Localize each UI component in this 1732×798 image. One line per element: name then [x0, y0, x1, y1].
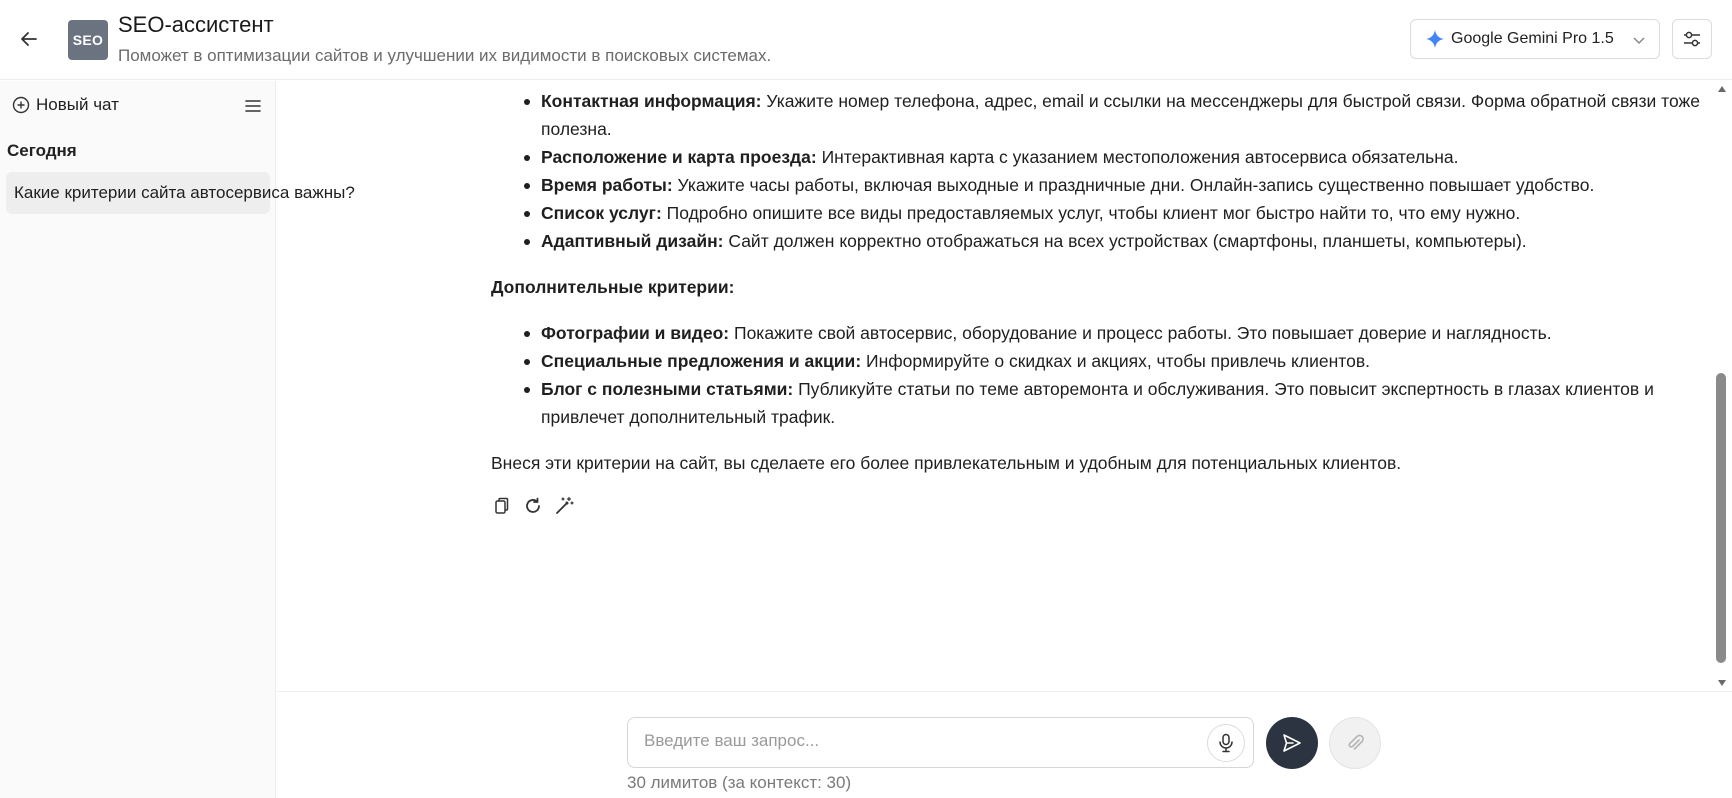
list-item: [541, 347, 1721, 375]
copy-icon: [494, 497, 510, 515]
additional-criteria-list: [491, 319, 1721, 431]
chat-item-title: Какие критерии сайта автосервиса важны?: [14, 183, 355, 202]
scroll-up-icon[interactable]: [1717, 85, 1727, 93]
list-item: [541, 87, 1721, 143]
refresh-icon: [523, 496, 543, 516]
list-item-text: Публикуйте статьи по теме авторемонта и обслуживания. Это повысит экспертность в глазах клиентов и привлечет дополнительный трафик.: [541, 379, 1654, 427]
sliders-icon: [1681, 28, 1703, 50]
send-button[interactable]: [1266, 717, 1318, 769]
settings-button[interactable]: [1672, 19, 1712, 59]
gemini-sparkle-icon: [1425, 29, 1445, 49]
scrollbar-thumb[interactable]: [1716, 373, 1726, 663]
new-chat-label: Новый чат: [36, 95, 119, 114]
scroll-down-icon[interactable]: [1717, 679, 1727, 687]
list-item-text: Сайт должен корректно отображаться на всех устройствах (смартфоны, планшеты, компьютеры).: [723, 231, 1527, 251]
voice-input-button[interactable]: [1207, 724, 1245, 762]
prompt-input[interactable]: [644, 731, 1184, 751]
list-item-text: Укажите часы работы, включая выходные и праздничные дни. Онлайн-запись существенно повышает удобство.: [672, 175, 1595, 195]
chat-list-item[interactable]: [6, 172, 355, 214]
chat-messages: [277, 81, 1712, 691]
list-item: [541, 143, 1721, 171]
criteria-list: [491, 87, 1721, 255]
composer: [277, 691, 1732, 798]
microphone-icon: [1217, 733, 1235, 753]
regenerate-button[interactable]: [522, 495, 544, 517]
page-subtitle: Поможет в оптимизации сайтов и улучшении их видимости в поисковых системах.: [118, 46, 772, 65]
header: [0, 0, 1732, 80]
conclusion-text: Внеся эти критерии на сайт, вы сделаете его более привлекательным и удобным для потенциальных клиентов.: [491, 453, 1402, 473]
list-item-title: Специальные предложения и акции:: [541, 351, 862, 371]
magic-wand-icon: [554, 496, 574, 516]
new-chat-button[interactable]: [12, 95, 119, 115]
list-item-title: Фотографии и видео:: [541, 323, 730, 343]
list-item: [541, 375, 1721, 431]
back-button[interactable]: [16, 26, 42, 52]
attach-button[interactable]: [1329, 717, 1381, 769]
assistant-message: [491, 87, 1721, 517]
list-item: [541, 171, 1721, 199]
assistant-logo: SEO: [68, 20, 108, 60]
section-heading: Дополнительные критерии:: [491, 277, 735, 297]
list-item-text: Подробно опишите все виды предоставляемых услуг, чтобы клиент мог быстро найти то, что ему нужно.: [661, 203, 1521, 223]
improve-button[interactable]: [553, 495, 575, 517]
list-item-text: Укажите номер телефона, адрес, email и ссылки на мессенджеры для быстрой связи. Форма обратной связи тоже полезна.: [541, 91, 1700, 139]
list-item-text: Интерактивная карта с указанием местоположения автосервиса обязательна.: [816, 147, 1459, 167]
list-item-text: Покажите свой автосервис, оборудование и процесс работы. Это повышает доверие и наглядность.: [729, 323, 1552, 343]
hamburger-icon: [242, 95, 264, 117]
list-item: [541, 199, 1721, 227]
prompt-box: [627, 717, 1254, 768]
section-today-label: Сегодня: [7, 141, 77, 160]
limits-text: 30 лимитов (за контекст: 30): [627, 773, 852, 792]
send-icon: [1281, 732, 1303, 754]
copy-button[interactable]: [491, 495, 513, 517]
list-item-title: Адаптивный дизайн:: [541, 231, 724, 251]
list-item-title: Контактная информация:: [541, 91, 762, 111]
list-item-title: Время работы:: [541, 175, 673, 195]
list-item-title: Блог с полезными статьями:: [541, 379, 794, 399]
message-actions: [491, 495, 1721, 517]
chevron-down-icon: [1631, 32, 1647, 48]
page-title: SEO-ассистент: [118, 12, 274, 37]
list-item-title: Расположение и карта проезда:: [541, 147, 817, 167]
sidebar: [0, 81, 355, 798]
list-item-title: Список услуг:: [541, 203, 662, 223]
model-select-label: Google Gemini Pro 1.5: [1451, 30, 1614, 47]
model-select[interactable]: [1410, 19, 1660, 59]
content-scrollbar[interactable]: [1712, 81, 1732, 691]
list-item: [541, 227, 1721, 255]
sidebar-menu-button[interactable]: [242, 95, 264, 117]
arrow-left-icon: [19, 29, 39, 49]
plus-circle-icon: [12, 96, 30, 114]
list-item: [541, 319, 1721, 347]
list-item-text: Информируйте о скидках и акциях, чтобы привлечь клиентов.: [861, 351, 1370, 371]
paperclip-icon: [1345, 733, 1365, 753]
